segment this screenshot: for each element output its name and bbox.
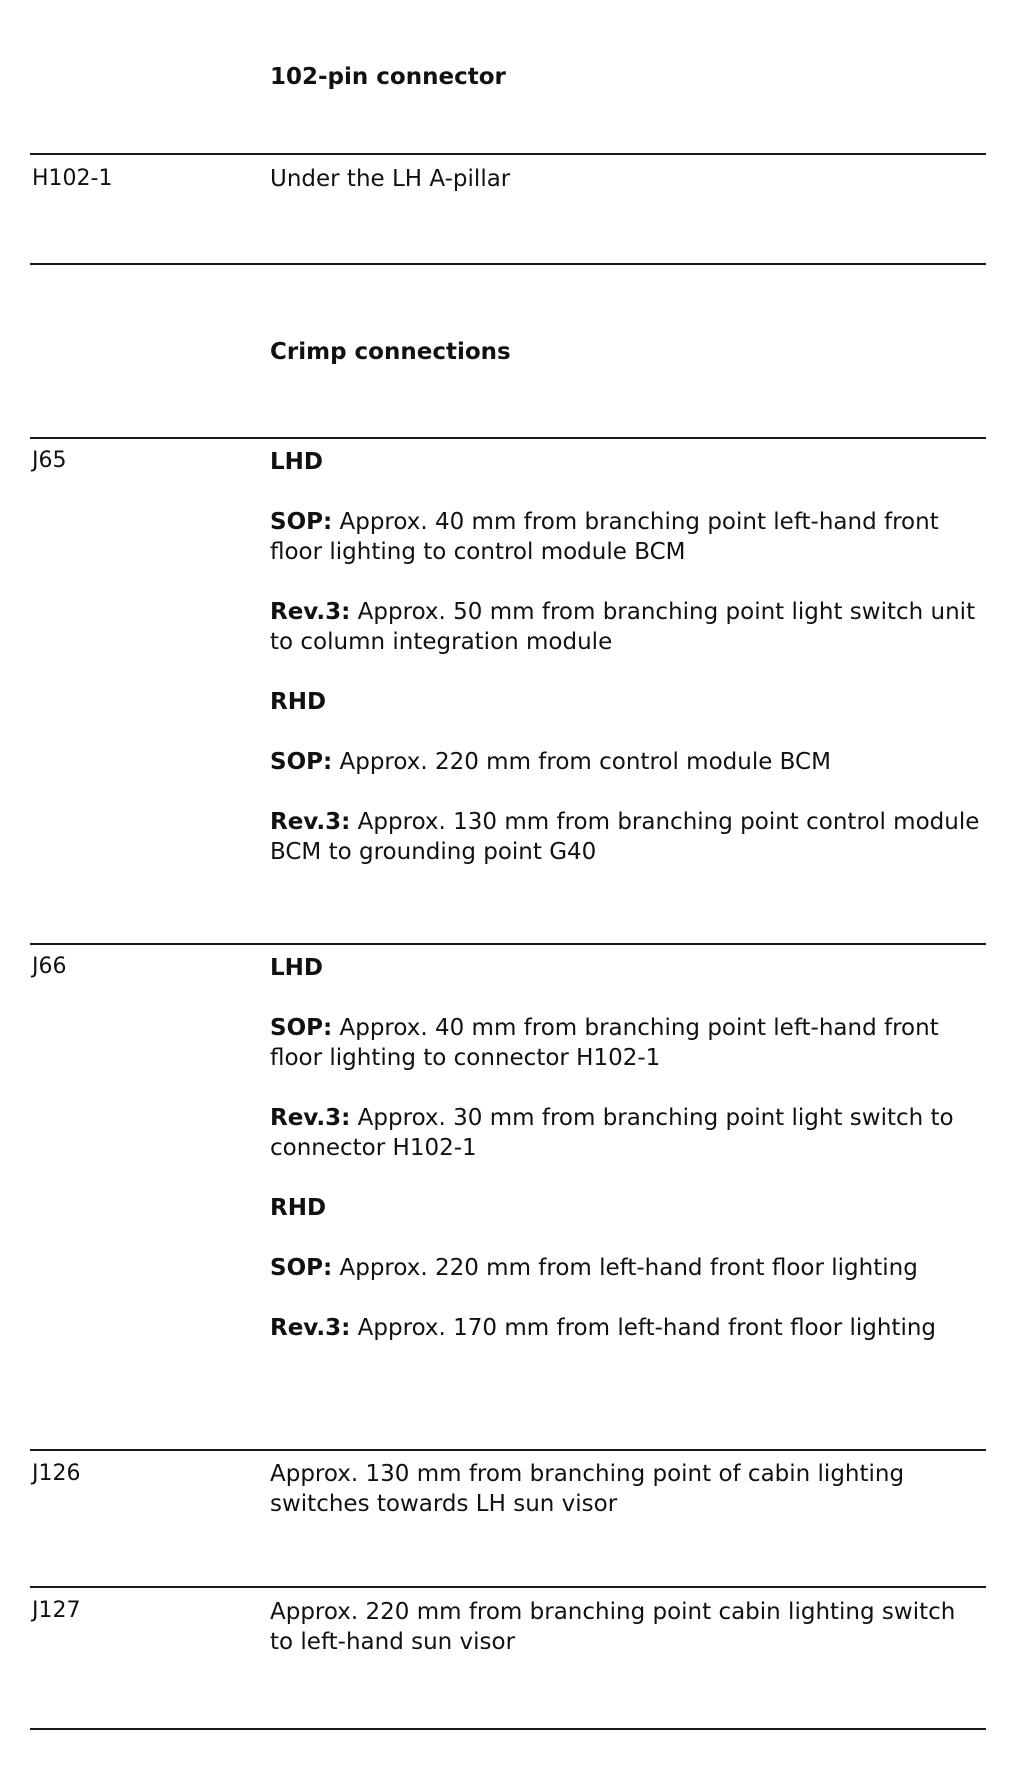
connector-section-heading: 102-pin connector: [270, 64, 506, 90]
divider: [30, 1586, 986, 1588]
divider: [30, 943, 986, 945]
j66-description: [270, 953, 985, 1343]
j65-rhd-label: RHD: [270, 689, 327, 715]
divider: [30, 437, 986, 439]
j66-rhd-label: RHD: [270, 1195, 327, 1221]
j65-code: J65: [32, 448, 67, 473]
j127-text: Approx. 220 mm from branching point cabin lighting switch to left-hand sun visor: [270, 1599, 956, 1655]
divider: [30, 263, 986, 265]
divider: [30, 1449, 986, 1451]
j127-description: [270, 1597, 985, 1657]
j65-lhd-label: LHD: [270, 449, 323, 475]
j65-rhd-rev3: Rev.3: Approx. 130 mm from branching point control module BCM to grounding point G40: [270, 809, 980, 865]
j126-description: [270, 1459, 985, 1519]
j66-code: J66: [32, 954, 67, 979]
j65-lhd-rev3: Rev.3: Approx. 50 mm from branching point light switch unit to column integration module: [270, 599, 976, 655]
crimp-section-heading: Crimp connections: [270, 339, 511, 365]
j126-text: Approx. 130 mm from branching point of cabin lighting switches towards LH sun visor: [270, 1461, 905, 1517]
j66-lhd-sop: SOP: Approx. 40 mm from branching point left-hand front floor lighting to connector H102-1: [270, 1015, 939, 1071]
j126-code: J126: [32, 1461, 81, 1486]
j65-lhd-sop: SOP: Approx. 40 mm from branching point left-hand front floor lighting to control module BCM: [270, 509, 939, 565]
j66-rhd-rev3: Rev.3: Approx. 170 mm from left-hand front floor lighting: [270, 1315, 937, 1341]
j66-lhd-rev3: Rev.3: Approx. 30 mm from branching point light switch to connector H102-1: [270, 1105, 954, 1161]
connector-location: [270, 164, 985, 194]
connector-location-text: Under the LH A-pillar: [270, 166, 511, 192]
divider: [30, 153, 986, 155]
connector-code: H102-1: [32, 166, 113, 191]
j65-rhd-sop: SOP: Approx. 220 mm from control module BCM: [270, 749, 831, 775]
j66-lhd-label: LHD: [270, 955, 323, 981]
j66-rhd-sop: SOP: Approx. 220 mm from left-hand front floor lighting: [270, 1255, 918, 1281]
j127-code: J127: [32, 1598, 81, 1623]
divider: [30, 1728, 986, 1730]
j65-description: [270, 447, 985, 867]
